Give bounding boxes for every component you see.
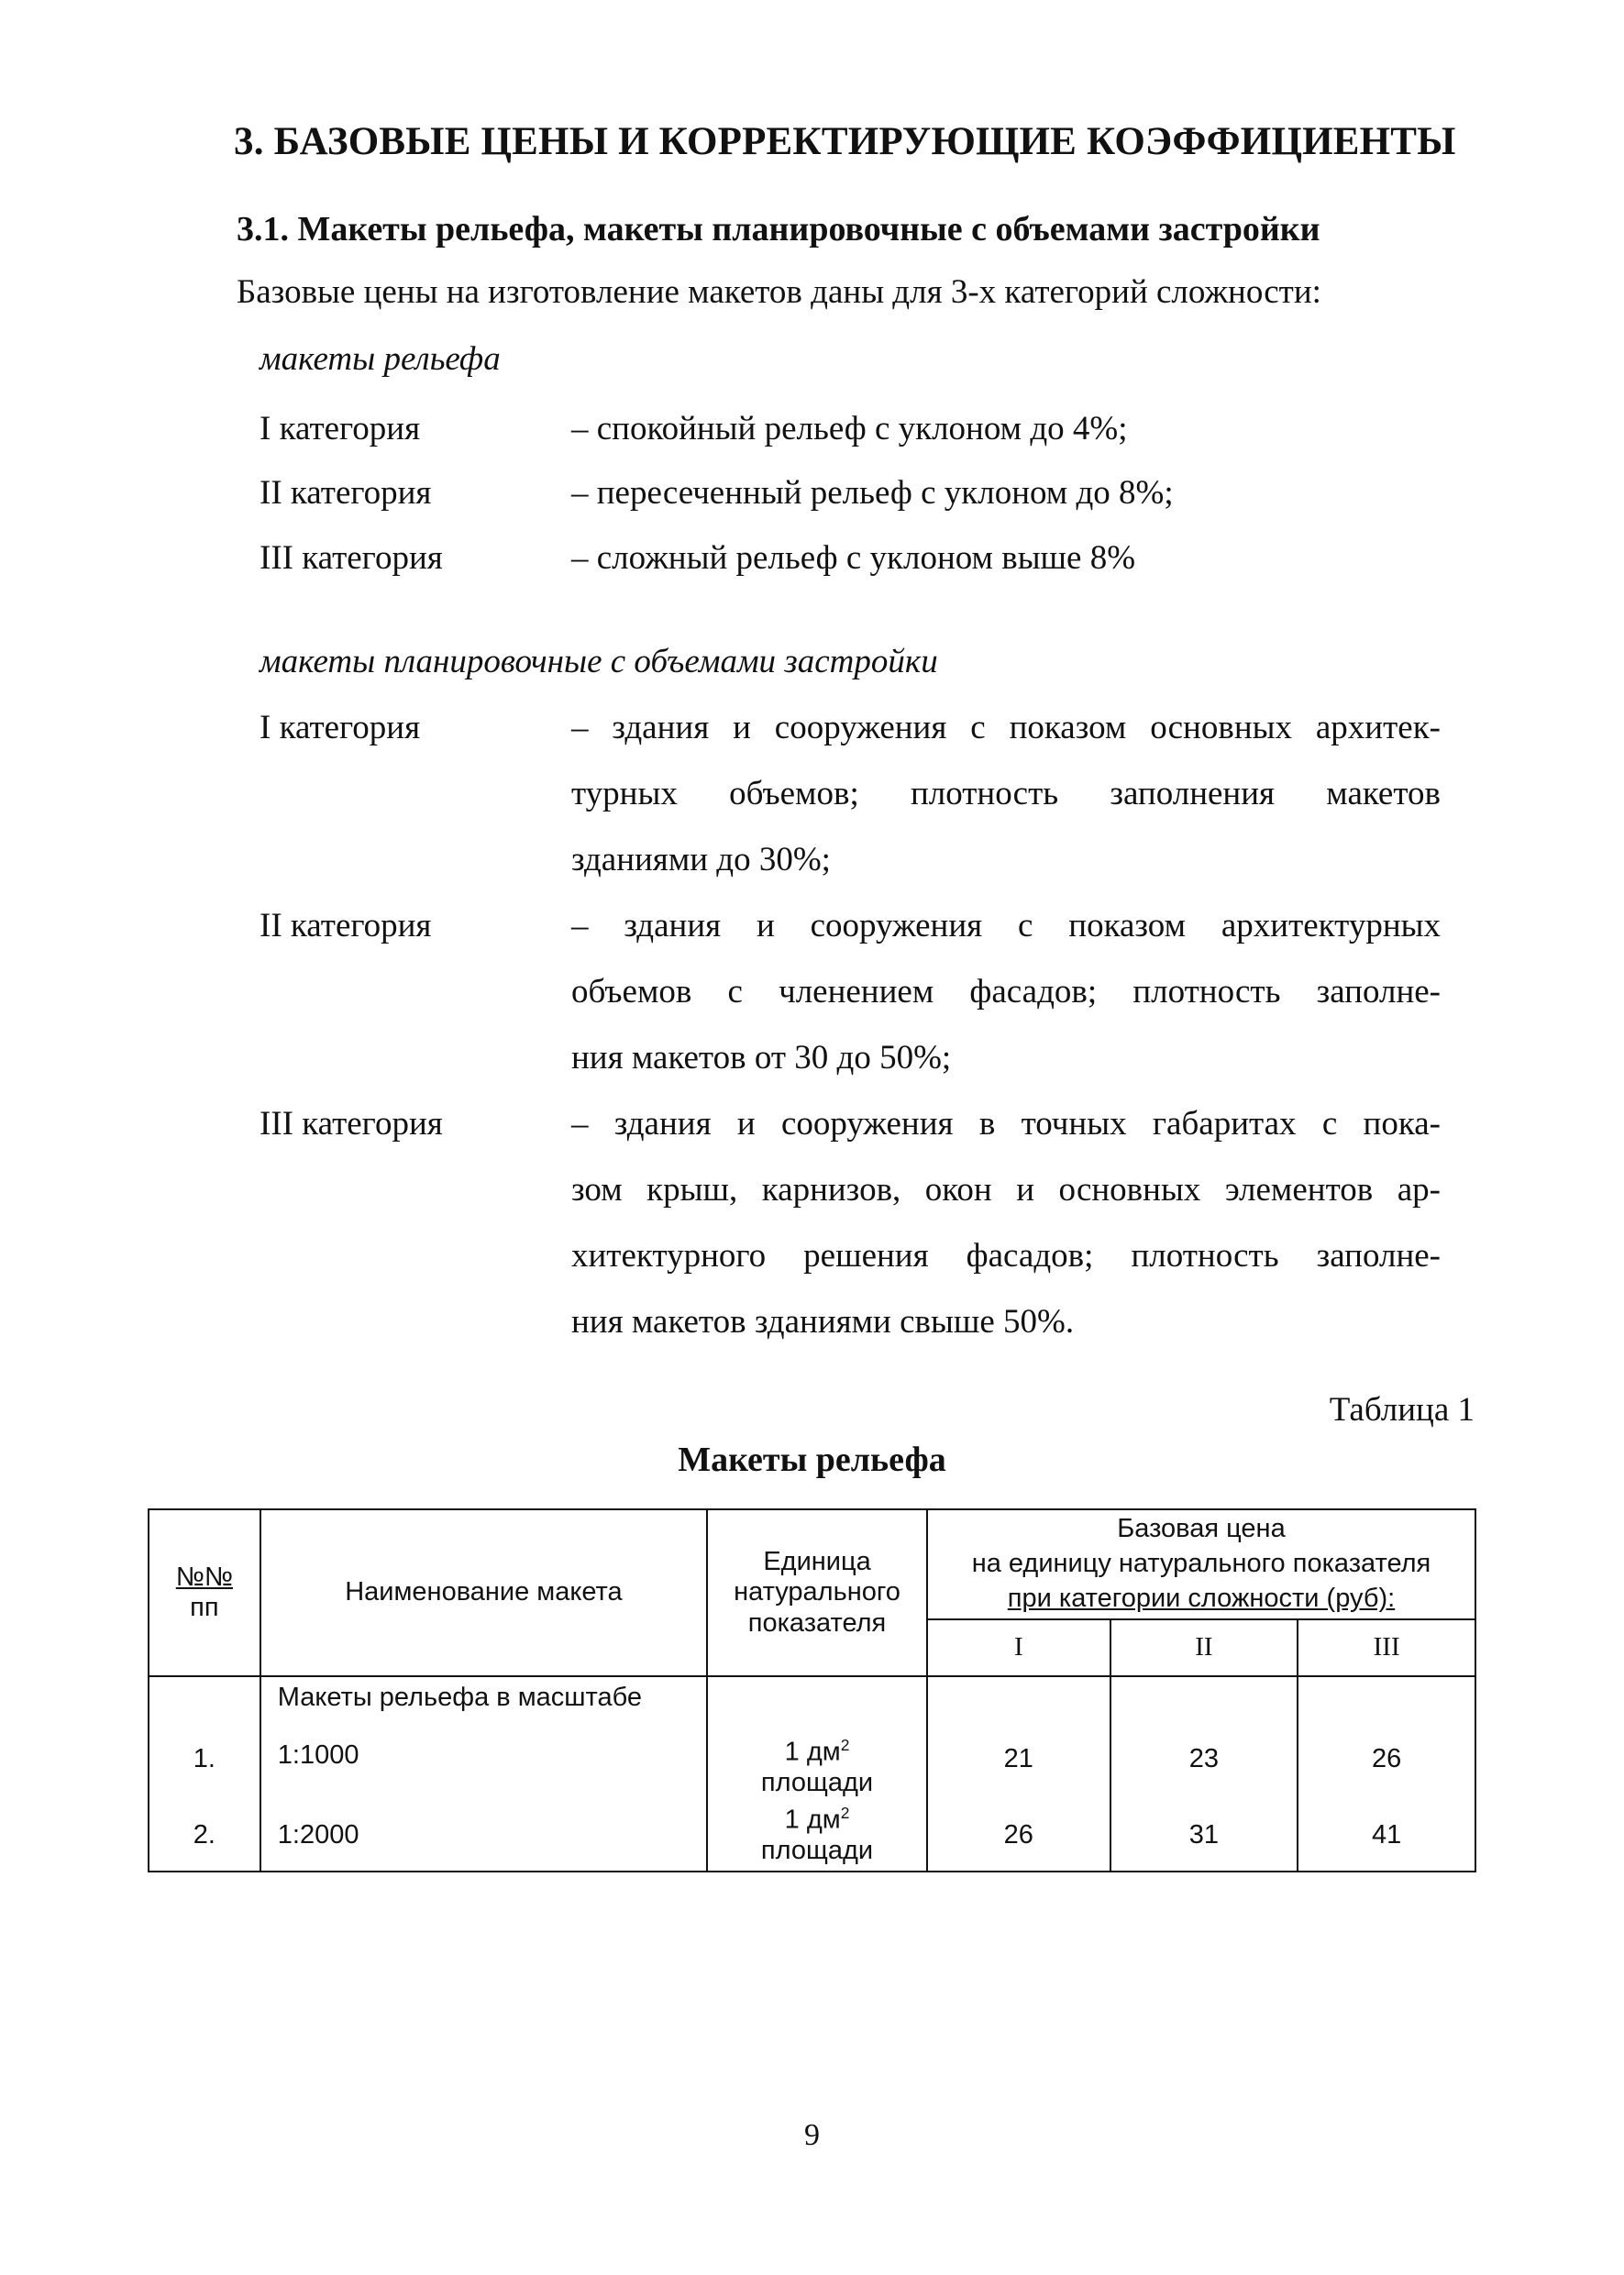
row-2-value-3: 41: [1298, 1800, 1475, 1872]
desc-line: зом крыш, карнизов, окон и основных элементов ар-: [571, 1171, 1441, 1209]
subsection-heading: 3.1. Макеты рельефа, макеты планировочные с объемами застройки: [237, 210, 1320, 248]
header-number: [149, 1509, 260, 1676]
header-price-c: при категории сложности (руб):: [1007, 1583, 1396, 1613]
desc-line: ния макетов зданиями свыше 50%.: [571, 1303, 1075, 1341]
relief-category-2: II категория: [260, 474, 432, 512]
header-category-2: II: [1110, 1619, 1298, 1676]
relief-category-2-desc: – пересеченный рельеф с уклоном до 8%;: [571, 474, 1174, 512]
row-2-name: 1:2000: [260, 1800, 707, 1872]
row-1-unit: [707, 1676, 927, 1800]
row-2-value-1: 26: [927, 1800, 1110, 1872]
row-1-scale: 1:1000: [277, 1740, 359, 1771]
planning-category-3-desc: [571, 1091, 1441, 1355]
row-1-name: [260, 1676, 707, 1800]
desc-line: ния макетов от 30 до 50%;: [571, 1039, 952, 1077]
header-category-3: III: [1298, 1619, 1475, 1676]
planning-category-2: II категория: [260, 907, 432, 944]
row-1-unit-a: [708, 1736, 926, 1768]
planning-category-1: I категория: [260, 709, 421, 746]
planning-category-1-desc: [571, 695, 1441, 893]
row-2-value-2: 31: [1110, 1800, 1298, 1872]
relief-category-1: I категория: [260, 410, 421, 447]
table-row: [149, 1676, 1475, 1800]
desc-line: турных объемов; плотность заполнения макетов: [571, 775, 1441, 812]
header-price-a: Базовая цена: [1117, 1514, 1286, 1544]
planning-category-2-desc: [571, 893, 1441, 1091]
header-name-label: Наименование макета: [345, 1577, 623, 1607]
group-label: Макеты рельефа в масштабе: [277, 1683, 643, 1712]
row-1-unit-b: площади: [760, 1767, 874, 1797]
row-1-value-3: 26: [1298, 1676, 1475, 1800]
section-heading: 3. БАЗОВЫЕ ЦЕНЫ И КОРРЕКТИРУЮЩИЕ КОЭФФИЦИЕНТЫ: [234, 120, 1456, 163]
desc-line: зданиями до 30%;: [571, 841, 831, 878]
row-1-unit-a-text: 1 дм: [784, 1737, 841, 1767]
header-unit-a: Единица: [763, 1546, 871, 1576]
relief-subtitle: макеты рельефа: [260, 340, 501, 378]
desc-line: хитектурного решения фасадов; плотность заполне-: [571, 1237, 1441, 1275]
price-table: [148, 1508, 1476, 1872]
table-row: [149, 1800, 1475, 1872]
table-number: Таблица 1: [1329, 1391, 1475, 1429]
relief-category-1-desc: – спокойный рельеф с уклоном до 4%;: [571, 410, 1128, 447]
header-name: [260, 1509, 707, 1676]
planning-subtitle: макеты планировочные с объемами застройки: [260, 643, 938, 680]
header-price-b: на единицу натурального показателя: [971, 1549, 1431, 1579]
header-number-a: №№: [175, 1562, 233, 1592]
row-2-unit-a-text: 1 дм: [784, 1805, 841, 1835]
header-price: [927, 1509, 1475, 1619]
row-2-unit: [707, 1800, 927, 1872]
planning-category-3: III категория: [260, 1105, 443, 1143]
page-number: 9: [804, 2118, 820, 2152]
desc-line: объемов с членением фасадов; плотность заполне-: [571, 973, 1441, 1010]
row-1-number: 1.: [149, 1676, 260, 1800]
header-unit-b: натурального: [734, 1577, 900, 1607]
row-2-number: 2.: [149, 1800, 260, 1872]
header-unit: [707, 1509, 927, 1676]
row-2-unit-b: площади: [760, 1836, 874, 1866]
desc-line: – здания и сооружения с показом основных архитек-: [571, 709, 1441, 746]
row-2-unit-a: [708, 1804, 926, 1836]
desc-line: – здания и сооружения с показом архитектурных: [571, 907, 1441, 944]
relief-category-3-desc: – сложный рельеф с уклоном выше 8%: [571, 539, 1136, 577]
row-1-unit-sup: 2: [840, 1735, 850, 1754]
header-category-1: I: [927, 1619, 1110, 1676]
row-1-value-2: 23: [1110, 1676, 1298, 1800]
header-unit-c: показателя: [747, 1607, 887, 1638]
intro-text: Базовые цены на изготовление макетов даны для 3-х категорий сложности:: [237, 273, 1321, 311]
row-1-value-1: 21: [927, 1676, 1110, 1800]
header-number-b: пп: [190, 1593, 219, 1622]
desc-line: – здания и сооружения в точных габаритах с пока-: [571, 1105, 1441, 1143]
relief-category-3: III категория: [260, 539, 443, 577]
table-title: Макеты рельефа: [678, 1441, 946, 1479]
row-2-unit-sup: 2: [840, 1804, 850, 1823]
